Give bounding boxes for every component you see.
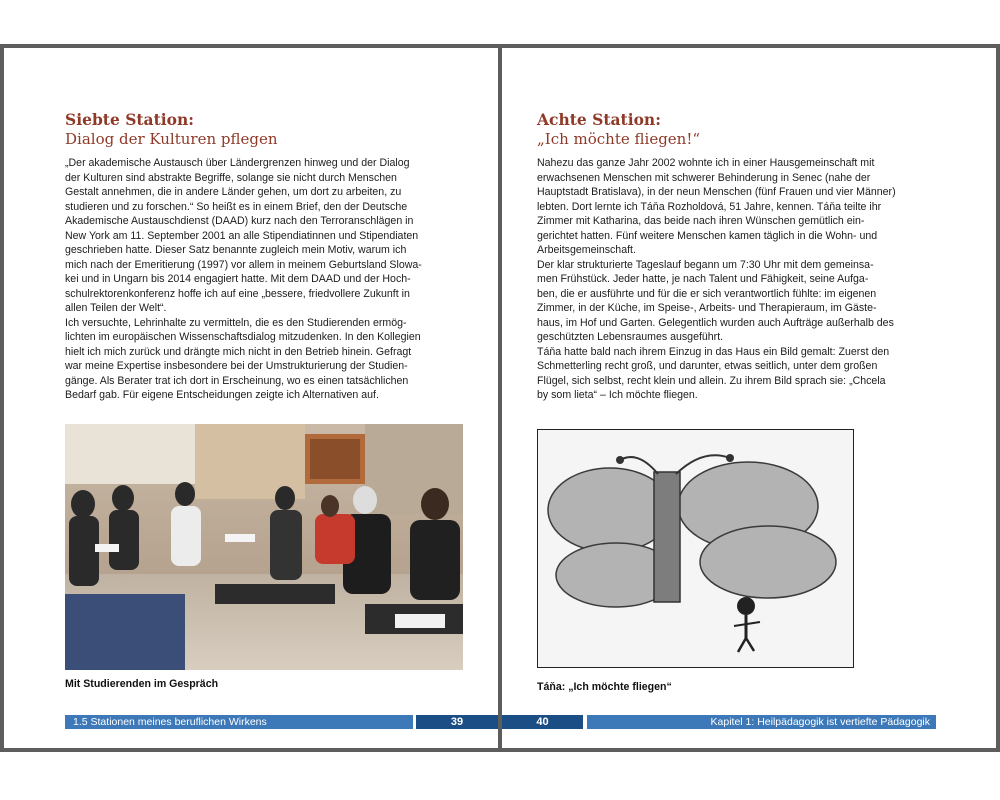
right-page xyxy=(502,48,996,748)
paragraph xyxy=(537,156,957,258)
paragraph xyxy=(537,258,957,345)
text-line: lichten im europäischen Wissenschaftsdialog mitzudenken. In den Kollegien xyxy=(65,331,421,343)
station-number: Achte Station: xyxy=(537,110,661,129)
footer-section-title: 1.5 Stationen meines beruflichen Wirkens xyxy=(65,715,413,729)
text-line: Zimmer, in der Küche, im Speise-, Arbeits- und Therapieraum, im Gäste- xyxy=(537,302,877,314)
text-line: Gestalt annehmen, die in andere Länder gehen, um dort zu arbeiten, zu xyxy=(65,186,402,198)
paragraph xyxy=(65,156,475,316)
drawing-caption: Táňa: „Ich möchte fliegen“ xyxy=(537,681,672,693)
left-page xyxy=(4,48,498,748)
station-number: Siebte Station: xyxy=(65,110,194,129)
text-line: Schmetterling recht groß, und darunter, etwas seitlich, unter dem großen xyxy=(537,360,878,372)
text-line: schulrektorenkonferenz hoffe ich auf eine „bessere, friedvollere Zukunft in xyxy=(65,287,410,300)
text-line: Der klar strukturierte Tageslauf begann um 7:30 Uhr mit dem gemeinsa- xyxy=(537,258,874,271)
book-spread xyxy=(0,44,1000,752)
text-line: hielt ich mich zurück und drängte mich nicht in den Betrieb hinein. Gefragt xyxy=(65,345,412,358)
paragraph xyxy=(537,345,957,403)
text-line: Arbeitsgemeinschaft. xyxy=(537,244,636,256)
text-line: kei und in Ungarn bis 2014 engagiert hatte. Mit dem DAAD und der Hoch- xyxy=(65,273,411,285)
text-line: der Kulturen sind abstrakte Begriffe, solange sie nicht durch Menschen xyxy=(65,171,397,184)
butterfly-drawing xyxy=(537,429,854,668)
text-line: Nahezu das ganze Jahr 2002 wohnte ich in einer Hausgemeinschaft mit xyxy=(537,157,875,169)
text-line: lebten. Dort lernte ich Táňa Rozholdová, 51 Jahre, kennen. Táňa teilte ihr xyxy=(537,200,882,213)
text-line: erwachsenen Menschen mit schwerer Behinderung in Senec (nahe der xyxy=(537,171,871,184)
text-line: Flügel, sich selbst, recht klein und allein. Zu ihrem Bild sprach sie: „Chcela xyxy=(537,374,886,387)
text-line: Bedarf gab. Für eigene Entscheidungen zeigte ich Alternativen auf. xyxy=(65,389,379,401)
text-line: men Frühstück. Jeder hatte, je nach Talent und Fähigkeit, seine Aufga- xyxy=(537,273,869,285)
body-text xyxy=(65,156,475,403)
text-line: war meine Expertise insbesondere bei der Umstrukturierung der Studien- xyxy=(65,360,408,372)
text-line: by som lieta“ – Ich möchte fliegen. xyxy=(537,389,698,401)
text-line: mich nach der Emeritierung (1997) vor allem in meinem Geburtsland Slowa- xyxy=(65,258,422,271)
text-line: Hauptstadt Bratislava), in der neun Menschen (fünf Frauen und vier Männer) xyxy=(537,186,896,198)
page-number: 39 xyxy=(416,715,498,729)
station-title: Dialog der Kulturen pflegen xyxy=(65,130,278,148)
text-line: geschrieben hatte. Dieser Satz benannte zugleich mein Motiv, warum ich xyxy=(65,244,407,256)
text-line: geschützten Lebensraumes ausgeführt. xyxy=(537,331,724,343)
text-line: „Der akademische Austausch über Ländergrenzen hinweg und der Dialog xyxy=(65,157,410,169)
text-line: gänge. Als Berater trat ich dort in Erscheinung, wo es einen tatsächlichen xyxy=(65,374,409,387)
text-line: ben, die er ausführte und für die er sich verantwortlich fühlte: im eigenen xyxy=(537,287,877,300)
text-line: New York am 11. September 2001 an alle Stipendiatinnen und Stipendiaten xyxy=(65,229,419,242)
station-title: „Ich möchte fliegen!“ xyxy=(537,130,701,148)
text-line: Táňa hatte bald nach ihrem Einzug in das Haus ein Bild gemalt: Zuerst den xyxy=(537,345,890,358)
photo-caption: Mit Studierenden im Gespräch xyxy=(65,678,219,690)
page-number: 40 xyxy=(502,715,583,729)
text-line: gerichtet hatten. Fünf weitere Menschen kamen täglich in die Wohn- und xyxy=(537,229,878,242)
footer-chapter-title: Kapitel 1: Heilpädagogik ist vertiefte Pädagogik xyxy=(587,715,936,729)
text-line: Akademische Austauschdienst (DAAD) kurz nach den Terroranschlägen in xyxy=(65,215,414,227)
text-line: allen Teilen der Welt“. xyxy=(65,302,167,314)
classroom-photo xyxy=(65,424,463,670)
paragraph xyxy=(65,316,475,403)
text-line: Ich versuchte, Lehrinhalte zu vermitteln, die es den Studierenden ermög- xyxy=(65,316,407,329)
text-line: studieren und zu forschen.“ So heißt es in einem Brief, den der Deutsche xyxy=(65,200,408,213)
text-line: haus, im Hof und Garten. Gelegentlich wurden auch Aufträge außerhalb des xyxy=(537,316,894,329)
body-text xyxy=(537,156,957,403)
text-line: Zimmer mit Katharina, das beide nach ihren Wünschen gemütlich ein- xyxy=(537,215,865,227)
